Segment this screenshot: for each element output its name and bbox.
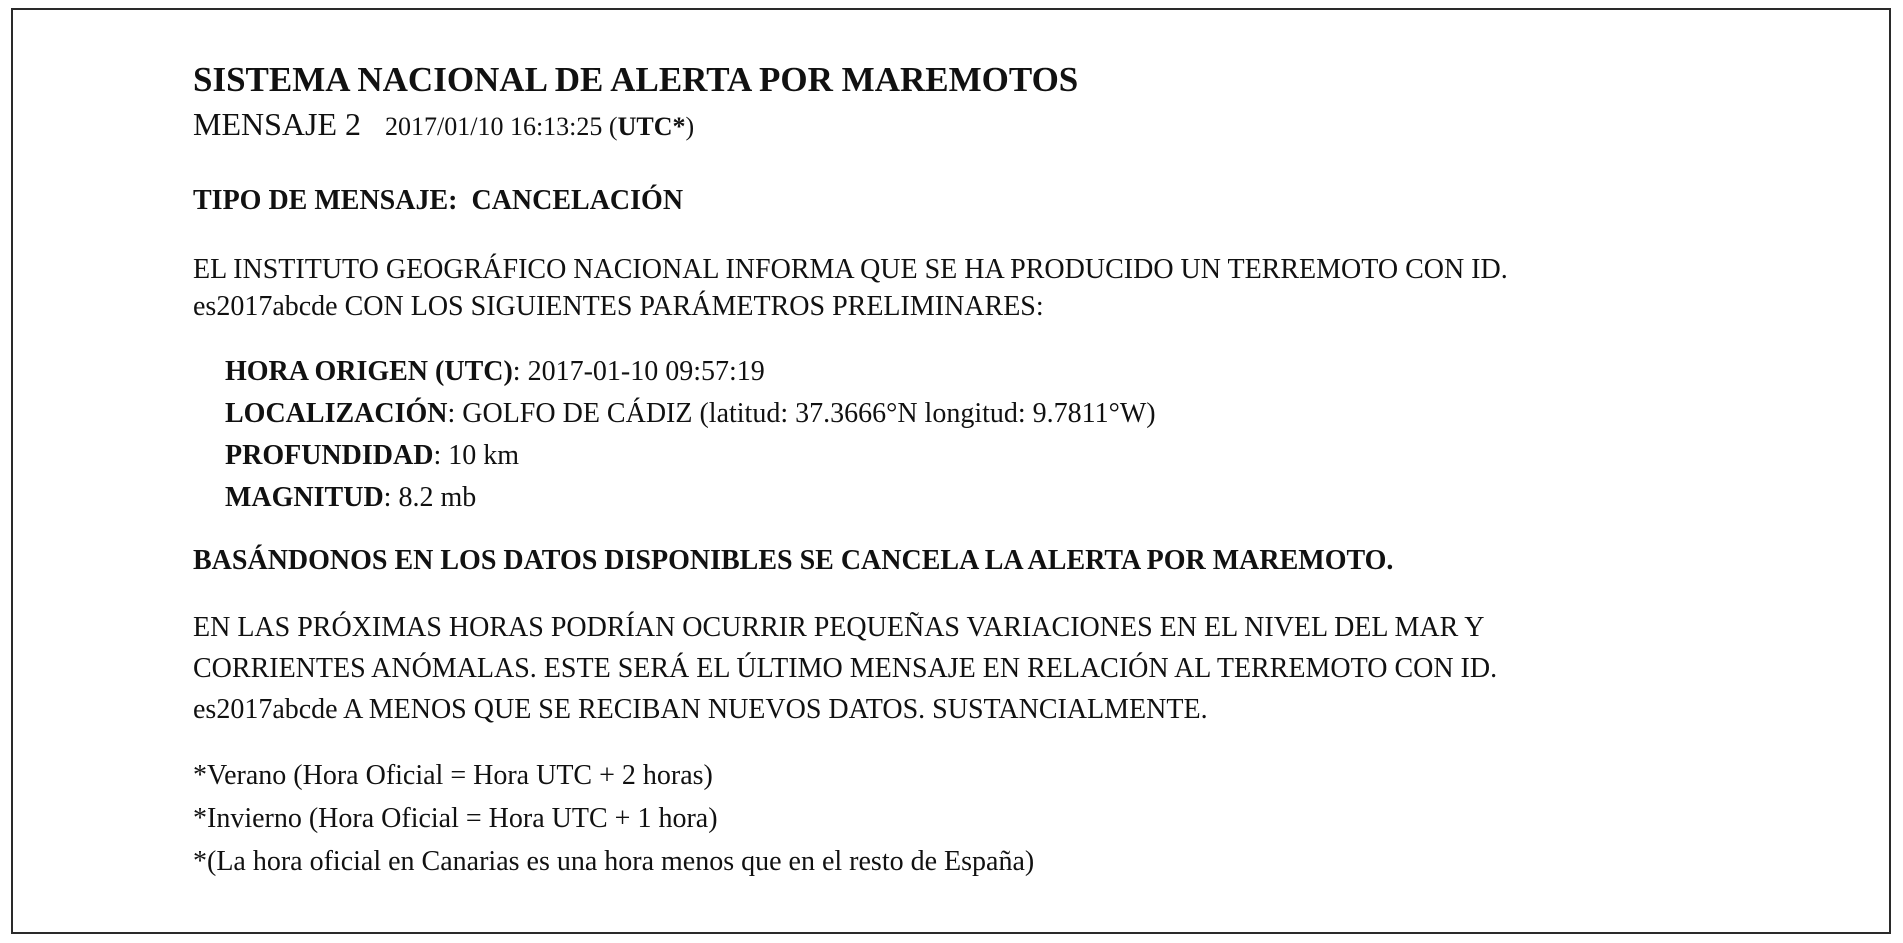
param-magnitude [225, 477, 1843, 519]
intro-line-2: es2017abcde CON LOS SIGUIENTES PARÁMETROS PRELIMINARES: [193, 291, 1044, 322]
timezone-open: ( [608, 112, 618, 141]
followup-line-1: EN LAS PRÓXIMAS HORAS PODRÍAN OCURRIR PEQUEÑAS VARIACIONES EN EL NIVEL DEL MAR Y [193, 612, 1485, 643]
param-label: LOCALIZACIÓN [225, 398, 448, 429]
document-frame [11, 8, 1891, 934]
param-origin-time [225, 351, 1843, 393]
param-depth [225, 435, 1843, 477]
param-location [225, 393, 1843, 435]
message-content [193, 58, 1843, 883]
timezone-close: ) [685, 112, 695, 141]
message-type [193, 181, 1843, 221]
param-label: PROFUNDIDAD [225, 440, 434, 471]
message-type-label: TIPO DE MENSAJE: [193, 185, 458, 216]
param-value: : 2017-01-10 09:57:19 [512, 356, 765, 387]
param-label: MAGNITUD [225, 482, 384, 513]
cancellation-statement: BASÁNDONOS EN LOS DATOS DISPONIBLES SE CANCELA LA ALERTA POR MAREMOTO. [193, 545, 1394, 576]
note-canarias: *(La hora oficial en Canarias es una hora menos que en el resto de España) [193, 846, 1035, 877]
param-value: : 8.2 mb [383, 482, 477, 513]
note-summer: *Verano (Hora Oficial = Hora UTC + 2 horas) [193, 760, 713, 791]
message-number: MENSAJE 2 [193, 106, 362, 142]
timestamp-value: 2017/01/10 16:13:25 [385, 112, 603, 141]
message-timestamp [385, 112, 694, 141]
param-label: HORA ORIGEN (UTC) [225, 356, 513, 387]
intro-paragraph [193, 251, 1843, 325]
timezone-label: UTC* [617, 112, 686, 141]
earthquake-parameters [225, 351, 1843, 519]
note-winter: *Invierno (Hora Oficial = Hora UTC + 1 hora) [193, 803, 718, 834]
followup-line-3: es2017abcde A MENOS QUE SE RECIBAN NUEVOS DATOS. SUSTANCIALMENTE. [193, 694, 1208, 725]
message-header [193, 102, 1843, 149]
timezone-notes [193, 754, 1843, 883]
followup-line-2: CORRIENTES ANÓMALAS. ESTE SERÁ EL ÚLTIMO MENSAJE EN RELACIÓN AL TERREMOTO CON ID. [193, 653, 1498, 684]
message-type-value: CANCELACIÓN [471, 185, 684, 216]
page-title: SISTEMA NACIONAL DE ALERTA POR MAREMOTOS [193, 60, 1079, 99]
followup-paragraph [193, 607, 1843, 730]
intro-line-1: EL INSTITUTO GEOGRÁFICO NACIONAL INFORMA QUE SE HA PRODUCIDO UN TERREMOTO CON ID. [193, 254, 1508, 285]
param-value: : 10 km [433, 440, 519, 471]
param-value: : GOLFO DE CÁDIZ (latitud: 37.3666°N longitud: 9.7811°W) [447, 398, 1156, 429]
